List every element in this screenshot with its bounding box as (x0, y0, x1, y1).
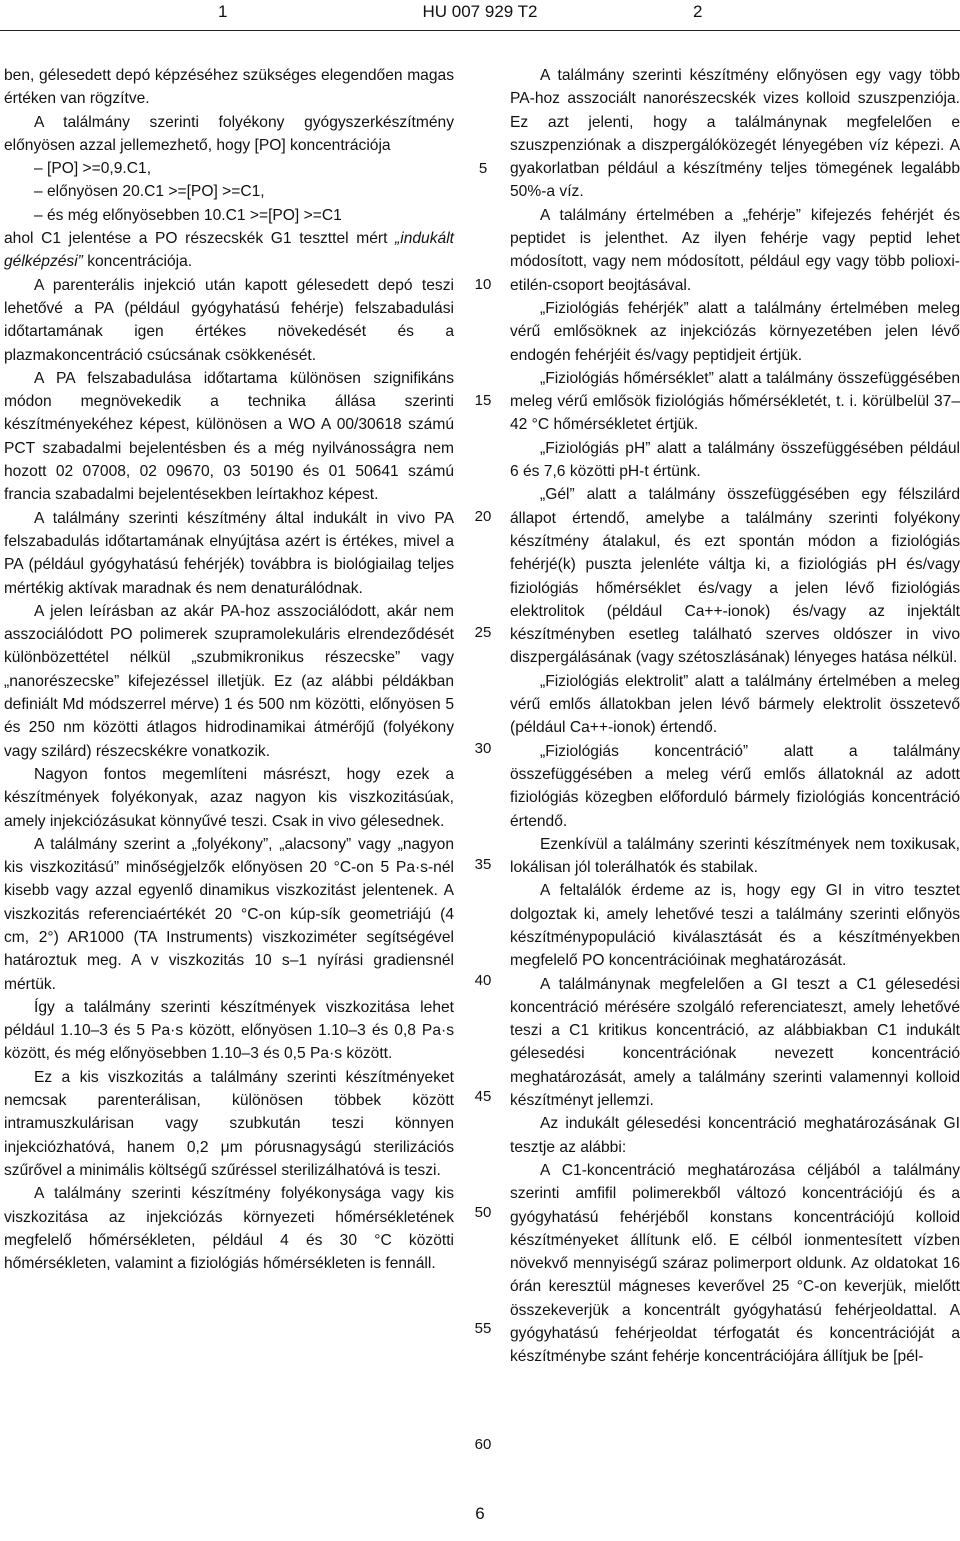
paragraph: „Fiziológiás koncentráció” alatt a találmány összefüggésében a meleg vérű emlős állatoknál az adott fiziológiás közegben előforduló bármely fiziológiás koncentráció értendő. (510, 742, 960, 830)
list-item: – és még előnyösebben 10.C1 >=[PO] >=C1 (34, 206, 342, 224)
paragraph: „Gél” alatt a találmány összefüggésében egy félszilárd állapot értendő, amelybe a találmány szerinti folyékony készítmény átalakul, és ezt spontán módon a fiziológiás fehérjé(k) puszta jelenléte váltja ki, a fiziológiás pH és/vagy fiziológiás hőmérséklet és/vagy a jelen lévő fiziológiás elektrolitok (például Ca++-ionok) és/vagy az injektált készítményben esetleg található szerves oldószer in vivo diszpergálásának (vagy szétoszlásának) lényeges hatása nélkül. (510, 486, 960, 667)
text: koncentrációja. (82, 253, 193, 271)
paragraph: Ezenkívül a találmány szerinti készítmények nem toxikusak, lokálisan jól tolerálhatók és stabilak. (510, 835, 960, 877)
line-number: 10 (474, 276, 492, 293)
patent-number: HU 007 929 T2 (422, 2, 538, 21)
italic-term: „indukált gélképzési” (4, 230, 454, 271)
paragraph: „Fiziológiás hőmérséklet” alatt a találmány összefüggésében meleg vérű emlősök fiziológiás hőmérsékletét, t. i. körülbelül 37–42 °C hőmérsékletet értjük. (510, 369, 960, 434)
left-column (4, 64, 454, 1275)
paragraph (4, 227, 454, 274)
line-number: 5 (478, 160, 488, 177)
paragraph: A találmány szerinti készítmény előnyösen egy vagy több PA-hoz asszociált nanorészecskék vizes kolloid szuszpenziója. Ez azt jelenti, hogy a találmánynak megfelelően e szuszpenziónak a diszpergálóközegét lényegében víz képezi. A gyakorlatban például a készítmény teljes tömegének legalább 50%-a víz. (510, 67, 960, 201)
list-item: – [PO] >=0,9.C1, (34, 160, 152, 178)
paragraph: A jelen leírásban az akár PA-hoz asszociálódott, akár nem asszociálódott PO polimerek szupramolekuláris elrendeződését különbözettétel nélkül „szubmikronikus részecske” vagy „nanorészecske” kifejezéssel illetjük. Ez (az alábbi példákban definiált Md módszerrel mérve) 1 és 500 nm közötti, előnyösen 5 és 250 nm közötti átlagos hidrodinamikai átmérőjű (folyékony vagy szilárd) részecskékre vonatkozik. (4, 602, 454, 760)
text: ahol C1 jelentése a PO részecskék G1 teszttel mért (4, 230, 396, 248)
paragraph: Nagyon fontos megemlíteni másrészt, hogy ezek a készítmények folyékonyak, azaz nagyon kis viszkozitásúak, amely injekciózásukat könnyűvé teszi. Csak in vivo gélesednek. (4, 765, 454, 830)
page-number-right: 2 (693, 2, 703, 21)
paragraph: „Fiziológiás fehérjék” alatt a találmány értelmében meleg vérű emlősöknek az injekciózás környezetében jelen lévő endogén fehérjéit és/vagy peptidjeit értjük. (510, 299, 960, 364)
line-number: 60 (474, 1436, 492, 1453)
paragraph: A találmány szerinti készítmény folyékonysága vagy kis viszkozitása az injekciózás környezeti hőmérsékletének megfelelő hőmérsékleten, például 4 és 30 °C közötti hőmérsékleten, valamint a fiziológiás hőmérsékleten is fennáll. (4, 1185, 454, 1273)
header-rule (0, 30, 960, 31)
line-number: 25 (474, 624, 492, 641)
paragraph: ben, gélesedett depó képzéséhez szükséges elegendően magas értéken van rögzítve. (4, 67, 454, 108)
line-number: 40 (474, 972, 492, 989)
paragraph: A találmány szerint a „folyékony”, „alacsony” vagy „nagyon kis viszkozitású” minőségjelzők előnyösen 20 °C-on 5 Pa·s-nél kisebb vagy azzal egyenlő dinamikus viszkozitást jelentenek. A viszkozitás referenciaértékét 20 °C-on kúp-sík geometriájú (4 cm, 2°) AR1000 (TA Instruments) viszkoziméter segítségével határoztuk meg. A v viszkozitás 10 s–1 nyírási gradiensnél mértük. (4, 835, 454, 993)
paragraph: A feltalálók érdeme az is, hogy egy GI in vitro tesztet dolgoztak ki, amely lehetővé teszi a találmány szerinti előnyös készítménypopuláció kiválasztását és a készítményekben megfelelő PO koncentrációinak meghatározását. (510, 882, 960, 970)
paragraph: A találmánynak megfelelően a GI teszt a C1 gélesedési koncentráció mérésére szolgáló referenciateszt, amely lehetővé teszi a C1 kritikus koncentráció, az alábbiakban C1 indukált gélesedési koncentrációnak nevezett koncentráció meghatározását, amely a találmány szerinti valamennyi kolloid készítményt jellemzi. (510, 975, 960, 1110)
paragraph: Így a találmány szerinti készítmények viszkozitása lehet például 1.10–3 és 5 Pa·s között, előnyösen 1.10–3 és 0,8 Pa·s között, és még előnyösebben 1.10–3 és 0,5 Pa·s között. (4, 998, 454, 1063)
line-number: 45 (474, 1088, 492, 1105)
paragraph: A találmány szerinti készítmény által indukált in vivo PA felszabadulás időtartamának elnyújtása azért is értékes, mivel a PA (például gyógyhatású fehérjék) továbbra is biológiailag teljes mértékig aktívak maradnak és nem denaturálódnak. (4, 509, 454, 597)
line-number: 20 (474, 508, 492, 525)
footer-page-number: 6 (475, 1504, 485, 1523)
paragraph: A találmány szerinti folyékony gyógyszerkészítmény előnyösen azzal jellemezhető, hogy [PO] koncentrációja (4, 113, 454, 154)
paragraph: „Fiziológiás pH” alatt a találmány összefüggésében például 6 és 7,6 közötti pH-t értünk. (510, 439, 960, 481)
page-number-left: 1 (218, 2, 228, 21)
paragraph: Az indukált gélesedési koncentráció meghatározásának GI tesztje az alábbi: (510, 1115, 960, 1156)
line-number: 15 (474, 392, 492, 409)
paragraph: A találmány értelmében a „fehérje” kifejezés fehérjét és peptidet is jelenthet. Az ilyen fehérje vagy peptid lehet módosított, vagy nem módosított, például egy vagy több polioxi-etilén-csoport beojtásával. (510, 206, 960, 294)
paragraph: Ez a kis viszkozitás a találmány szerinti készítményeket nemcsak parenterálisan, különösen többek között intramuszkulárisan vagy szubkután teszi könnyen injekciózhatóvá, hanem 0,2 μm pórusnagyságú sterilizációs szűrővel a minimális költségű szűréssel sterilizálhatóvá is teszi. (4, 1068, 454, 1179)
line-number: 35 (474, 856, 492, 873)
paragraph: „Fiziológiás elektrolit” alatt a találmány értelmében a meleg vérű emlős állatokban jelen lévő bármely elektrolit összetevő (például Ca++-ionok) értendő. (510, 672, 960, 737)
line-number: 30 (474, 740, 492, 757)
right-column (510, 64, 960, 1369)
line-number: 50 (474, 1204, 492, 1221)
list-item: – előnyösen 20.C1 >=[PO] >=C1, (34, 183, 265, 201)
paragraph: A PA felszabadulása időtartama különösen szignifikáns módon megnövekedik a technika állása szerinti készítményekéhez képest, különösen a WO A 00/30618 számú PCT szabadalmi bejelentésben és a még nyilvánosságra nem hozott 02 07008, 02 09670, 03 50190 és 01 50641 számú francia szabadalmi bejelentésekben leírtakhoz képest. (4, 369, 454, 504)
paragraph: A parenterális injekció után kapott gélesedett depó teszi lehetővé a PA (például gyógyhatású fehérje) felszabadulási időtartamának igen értékes növekedését és a plazmakoncentráció csúcsának csökkenését. (4, 276, 454, 364)
paragraph: A C1-koncentráció meghatározása céljából a találmány szerinti amfifil polimerekből változó koncentrációjú és a gyógyhatású fehérjéből konstans koncentrációjú kolloid készítményeket állítunk elő. E célból ionmentesített vízben növekvő mennyiségű száraz polimerport oldunk. Az oldatokat 16 órán keresztül mágneses keverővel 25 °C-on keverjük, mielőtt összekeverjük a koncentrált gyógyhatású fehérjeoldattal. A gyógyhatású fehérjeoldat térfogatát és koncentrációját a készítménybe szánt fehérje koncentrációjára állítjuk be [pél- (510, 1161, 960, 1366)
line-number: 55 (474, 1320, 492, 1337)
